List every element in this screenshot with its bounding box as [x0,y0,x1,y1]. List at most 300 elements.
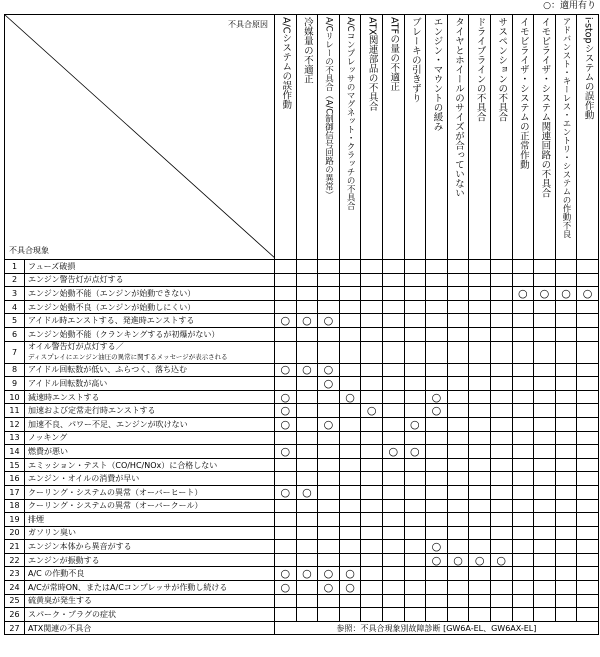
row-number: 23 [5,567,25,581]
matrix-cell: ○ [426,404,448,418]
matrix-cell [318,390,340,404]
matrix-cell [318,526,340,540]
matrix-cell [296,377,318,391]
matrix-cell [534,327,556,341]
cause-header-3 [318,15,340,260]
phenomenon-name: 燃費が悪い [25,445,275,459]
matrix-cell [296,445,318,459]
matrix-cell [447,300,469,314]
matrix-cell [469,472,491,486]
phenomenon-name: ノッキング [25,431,275,445]
table-row [5,553,599,567]
matrix-cell [318,445,340,459]
matrix-cell [555,363,577,377]
matrix-cell [534,594,556,608]
matrix-cell [577,526,599,540]
matrix-cell [339,431,361,445]
matrix-cell [361,273,383,287]
matrix-cell [447,608,469,622]
matrix-cell [555,390,577,404]
table-row [5,581,599,595]
matrix-cell [555,417,577,431]
matrix-cell [404,458,426,472]
matrix-cell [577,390,599,404]
matrix-cell: ○ [318,314,340,328]
matrix-cell [534,499,556,513]
matrix-cell [361,608,383,622]
matrix-cell [447,540,469,554]
matrix-cell [404,581,426,595]
matrix-cell [577,273,599,287]
matrix-cell [469,260,491,274]
row-number: 27 [5,621,25,635]
matrix-cell [404,485,426,499]
matrix-cell [447,458,469,472]
phenomenon-name: エンジン始動不能（エンジンが始動できない） [25,287,275,301]
phenomenon-name: エンジン本体から異音がする [25,540,275,554]
matrix-cell: ○ [318,377,340,391]
phenomenon-name: スパーク・プラグの症状 [25,608,275,622]
matrix-cell [577,485,599,499]
matrix-cell: ○ [426,540,448,554]
matrix-cell [447,327,469,341]
matrix-cell [577,341,599,363]
matrix-cell [490,513,512,527]
row-number: 26 [5,608,25,622]
matrix-cell [404,273,426,287]
matrix-cell [426,513,448,527]
cause-label: タイヤとホイールのサイズが合っていない [453,17,465,198]
matrix-cell [382,390,404,404]
cause-label: ドライブラインの不具合 [474,17,486,122]
matrix-cell [490,608,512,622]
table-row [5,260,599,274]
matrix-cell [339,260,361,274]
table-row [5,608,599,622]
matrix-cell [382,553,404,567]
matrix-cell [577,472,599,486]
phenomenon-name: アイドル回転数が高い [25,377,275,391]
matrix-cell [275,594,297,608]
matrix-cell [534,363,556,377]
matrix-cell [534,445,556,459]
matrix-cell [275,377,297,391]
matrix-cell [339,472,361,486]
matrix-cell [296,341,318,363]
row-number: 25 [5,594,25,608]
matrix-cell [490,273,512,287]
matrix-cell [555,404,577,418]
matrix-cell [296,608,318,622]
phenomenon-name: 加速不良、パワー不足、エンジンが吹けない [25,417,275,431]
phenomenon-name: アイドル回転数が低い、ふらつく、落ち込む [25,363,275,377]
phenomenon-name: エンジン警告灯が点灯する [25,273,275,287]
matrix-cell [490,594,512,608]
matrix-cell [512,377,534,391]
matrix-cell [447,526,469,540]
cause-label: i-stopシステムの誤作動 [582,17,594,120]
matrix-cell [555,431,577,445]
cause-label: ATFの量の不適正 [388,17,400,92]
matrix-cell [296,458,318,472]
table-row [5,341,599,363]
matrix-cell: ○ [512,287,534,301]
matrix-cell [426,341,448,363]
matrix-cell [361,417,383,431]
cause-label: イモビライザ・システム関連回路の不具合 [539,17,551,198]
matrix-cell [447,594,469,608]
matrix-cell [361,567,383,581]
reference-note: 参照：不具合現象別故障診断 [GW6A-EL、GW6AX-EL] [275,621,599,635]
matrix-cell [447,513,469,527]
matrix-cell [469,404,491,418]
matrix-cell [490,377,512,391]
matrix-cell [447,377,469,391]
table-row [5,485,599,499]
matrix-cell [296,513,318,527]
matrix-cell [534,431,556,445]
matrix-cell [534,341,556,363]
matrix-cell [382,404,404,418]
matrix-cell [490,431,512,445]
matrix-cell [361,445,383,459]
matrix-cell [426,472,448,486]
header-row [5,15,599,260]
matrix-cell [490,581,512,595]
phenomenon-name: 硫黄臭が発生する [25,594,275,608]
matrix-cell [469,327,491,341]
matrix-cell [339,499,361,513]
matrix-cell [555,581,577,595]
matrix-cell [490,567,512,581]
cause-label: アドバンスト・キーレス・エントリ・システムの作動不良 [561,17,572,238]
matrix-cell [577,314,599,328]
matrix-cell [512,553,534,567]
matrix-cell [577,300,599,314]
matrix-cell [426,377,448,391]
matrix-cell: ○ [275,485,297,499]
matrix-cell [382,485,404,499]
matrix-cell [318,341,340,363]
matrix-cell [447,472,469,486]
matrix-cell [512,567,534,581]
matrix-cell [361,485,383,499]
table-row [5,526,599,540]
cause-header-9 [447,15,469,260]
matrix-cell [555,608,577,622]
phenomenon-name: エンジン始動不良（エンジンが始動しにくい） [25,300,275,314]
matrix-cell [361,458,383,472]
matrix-cell: ○ [490,553,512,567]
matrix-cell [426,581,448,595]
matrix-cell [318,458,340,472]
row-number: 4 [5,300,25,314]
legend: ○：適用有り [543,1,596,11]
matrix-cell [447,581,469,595]
table-row [5,377,599,391]
row-number: 20 [5,526,25,540]
matrix-cell [447,260,469,274]
matrix-cell [382,363,404,377]
matrix-cell: ○ [296,314,318,328]
matrix-cell [404,540,426,554]
matrix-cell: ○ [318,567,340,581]
table-row [5,499,599,513]
matrix-cell [318,431,340,445]
matrix-cell [318,608,340,622]
matrix-cell [426,417,448,431]
row-number: 17 [5,485,25,499]
matrix-cell [339,377,361,391]
matrix-cell [555,567,577,581]
matrix-cell [490,485,512,499]
matrix-cell [447,314,469,328]
matrix-cell [512,417,534,431]
matrix-cell [469,314,491,328]
table-row [5,567,599,581]
matrix-cell [555,445,577,459]
matrix-cell [382,417,404,431]
matrix-cell [490,341,512,363]
matrix-cell [512,260,534,274]
matrix-cell [296,260,318,274]
matrix-cell [555,341,577,363]
cause-header-13 [534,15,556,260]
matrix-cell [555,314,577,328]
matrix-cell [339,341,361,363]
matrix-cell [469,526,491,540]
matrix-cell [512,472,534,486]
matrix-cell [318,273,340,287]
phenomenon-name: クーリング・システムの異常（オーバーヒート） [25,485,275,499]
header-diagonal [5,15,275,259]
cause-label: イモビライザ・システムの正常作動 [517,17,529,169]
matrix-cell [382,472,404,486]
matrix-cell [404,404,426,418]
row-number: 22 [5,553,25,567]
cause-header-11 [490,15,512,260]
row-number: 6 [5,327,25,341]
matrix-cell: ○ [275,567,297,581]
matrix-cell [296,287,318,301]
matrix-cell [382,431,404,445]
matrix-cell [339,287,361,301]
table-row [5,594,599,608]
matrix-cell [490,327,512,341]
phenomenon-name: ガソリン臭い [25,526,275,540]
matrix-cell [469,390,491,404]
matrix-cell [382,327,404,341]
matrix-cell [426,327,448,341]
phenomenon-name: 排煙 [25,513,275,527]
table-row [5,390,599,404]
row-number: 11 [5,404,25,418]
matrix-cell: ○ [339,567,361,581]
phenomenon-name: エミッション・テスト（CO/HC/NOx）に合格しない [25,458,275,472]
matrix-cell: ○ [426,390,448,404]
matrix-cell [339,314,361,328]
matrix-cell: ○ [275,445,297,459]
matrix-cell [382,499,404,513]
matrix-cell [577,260,599,274]
matrix-cell [404,594,426,608]
matrix-cell [534,485,556,499]
matrix-cell [512,485,534,499]
table-row [5,314,599,328]
matrix-cell [512,513,534,527]
matrix-cell [469,513,491,527]
matrix-cell [339,273,361,287]
matrix-cell [469,417,491,431]
matrix-cell [404,431,426,445]
matrix-cell [426,526,448,540]
matrix-cell [490,445,512,459]
row-number: 9 [5,377,25,391]
matrix-cell [469,431,491,445]
matrix-cell [534,300,556,314]
matrix-cell: ○ [404,417,426,431]
matrix-cell [512,499,534,513]
matrix-cell [382,608,404,622]
matrix-cell [404,390,426,404]
matrix-cell [469,287,491,301]
matrix-cell [490,458,512,472]
matrix-cell [512,300,534,314]
matrix-cell: ○ [555,287,577,301]
row-number: 7 [5,341,25,363]
table-row [5,513,599,527]
matrix-cell [382,567,404,581]
matrix-cell [361,594,383,608]
matrix-cell [577,540,599,554]
matrix-cell [275,499,297,513]
cause-axis-label: 不具合原因 [228,20,268,29]
table-row [5,621,599,635]
phenomenon-name: フューズ破損 [25,260,275,274]
matrix-cell [318,472,340,486]
matrix-cell [447,417,469,431]
table-row [5,540,599,554]
matrix-cell [361,581,383,595]
matrix-cell [339,513,361,527]
matrix-cell [512,458,534,472]
matrix-cell [577,567,599,581]
cause-label: 冷媒量の不適正 [301,17,313,84]
matrix-cell [469,594,491,608]
matrix-cell [512,363,534,377]
matrix-cell [318,300,340,314]
matrix-cell [296,594,318,608]
matrix-cell [555,513,577,527]
matrix-cell [382,581,404,595]
matrix-cell [534,526,556,540]
table-row [5,273,599,287]
matrix-cell [555,499,577,513]
matrix-cell [469,377,491,391]
matrix-cell [577,445,599,459]
matrix-cell [318,513,340,527]
matrix-cell [512,431,534,445]
matrix-cell [404,300,426,314]
matrix-cell [382,540,404,554]
matrix-cell [512,594,534,608]
matrix-cell [447,485,469,499]
matrix-cell [512,445,534,459]
matrix-cell [275,260,297,274]
matrix-cell [361,341,383,363]
cause-header-14 [555,15,577,260]
matrix-cell [447,445,469,459]
table-row [5,472,599,486]
matrix-cell [275,431,297,445]
cause-header-15 [577,15,599,260]
matrix-cell: ○ [318,363,340,377]
matrix-cell [534,417,556,431]
matrix-cell [382,341,404,363]
matrix-cell [426,363,448,377]
matrix-cell [426,608,448,622]
matrix-cell [426,458,448,472]
matrix-cell [275,273,297,287]
matrix-cell [426,499,448,513]
matrix-cell [469,458,491,472]
matrix-cell [577,417,599,431]
matrix-cell: ○ [296,567,318,581]
matrix-cell [275,608,297,622]
matrix-cell [404,314,426,328]
matrix-cell: ○ [577,287,599,301]
matrix-cell [275,540,297,554]
matrix-cell [296,273,318,287]
row-number: 2 [5,273,25,287]
matrix-cell [404,363,426,377]
matrix-cell [361,431,383,445]
matrix-cell [469,608,491,622]
matrix-cell [469,341,491,363]
matrix-cell [318,260,340,274]
matrix-cell [555,377,577,391]
row-number: 3 [5,287,25,301]
matrix-cell [426,445,448,459]
matrix-cell [275,341,297,363]
matrix-cell [534,314,556,328]
matrix-cell: ○ [426,553,448,567]
matrix-cell [275,553,297,567]
matrix-cell [534,567,556,581]
matrix-cell [296,472,318,486]
matrix-cell [318,327,340,341]
row-number: 24 [5,581,25,595]
cause-header-1 [275,15,297,260]
matrix-cell [318,499,340,513]
cause-label: A/Cコンプレッサのマグネット・クラッチの不具合 [345,17,356,211]
matrix-cell [490,260,512,274]
matrix-cell [296,300,318,314]
matrix-cell [275,513,297,527]
matrix-cell: ○ [275,417,297,431]
matrix-cell [555,327,577,341]
matrix-cell [447,499,469,513]
matrix-cell [577,594,599,608]
matrix-cell [469,540,491,554]
matrix-cell [382,377,404,391]
cause-label: サスペンションの不具合 [496,17,508,122]
matrix-cell [275,300,297,314]
matrix-cell [490,540,512,554]
table-row [5,431,599,445]
matrix-cell [534,513,556,527]
matrix-cell [361,363,383,377]
